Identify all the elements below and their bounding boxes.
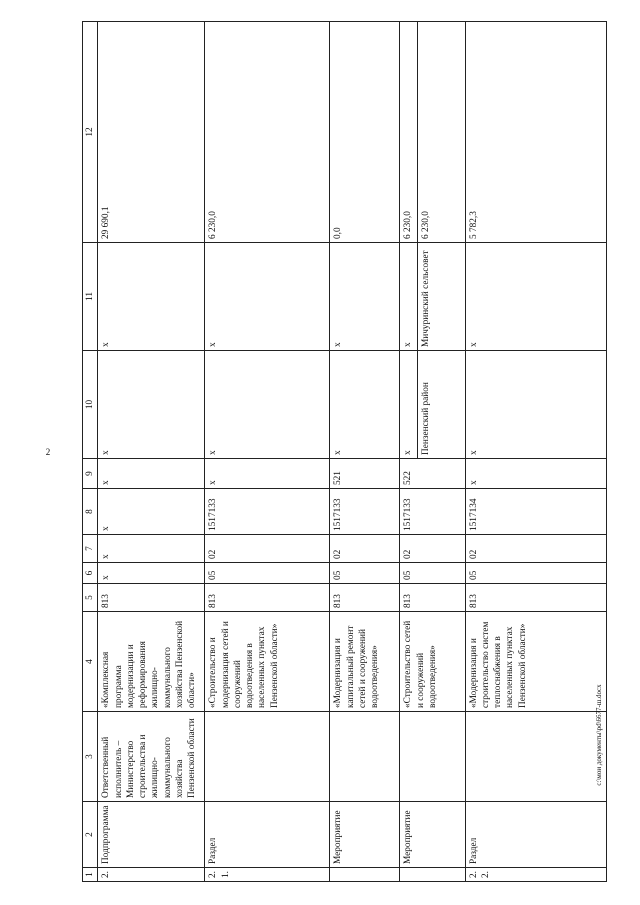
- cell-col11: x: [330, 243, 400, 351]
- cell-col8: 1517133: [330, 489, 400, 535]
- budget-table: [82, 21, 607, 882]
- row-name: «Строительство сетей и сооружений водоотведения»: [400, 612, 465, 712]
- cell-col5: 813: [400, 584, 465, 612]
- cell-col5: 813: [205, 584, 330, 612]
- column-header: 12: [83, 22, 98, 243]
- page-number: 2: [45, 447, 51, 457]
- cell-col10: x: [465, 351, 606, 459]
- cell-col7: 02: [330, 535, 400, 563]
- table-row: [98, 22, 205, 882]
- table-row: [205, 22, 330, 882]
- row-type: Раздел: [205, 802, 330, 868]
- row-number: 2.2.: [465, 868, 606, 882]
- cell-col8: 1517134: [465, 489, 606, 535]
- row-number: [400, 868, 465, 882]
- cell-col10: x: [330, 351, 400, 459]
- column-header: 7: [83, 535, 98, 563]
- cell-col10: x: [400, 351, 417, 459]
- row-type: Мероприятие: [330, 802, 400, 868]
- cell-amount: 29 690,1: [98, 22, 205, 243]
- footer-file-path-text: c:\мои документы\pd\6677-ш.docx: [595, 684, 603, 786]
- cell-col5: 813: [465, 584, 606, 612]
- column-header: 6: [83, 563, 98, 584]
- cell-col6: 05: [400, 563, 465, 584]
- row-type: Раздел: [465, 802, 606, 868]
- cell-col7: 02: [205, 535, 330, 563]
- row-type: Подпрограмма: [98, 802, 205, 868]
- cell-col10: x: [98, 351, 205, 459]
- row-number: 2.1.: [205, 868, 330, 882]
- cell-col9: 521: [330, 459, 400, 489]
- cell-col8: x: [98, 489, 205, 535]
- table-row: [400, 22, 417, 882]
- cell-col9: x: [465, 459, 606, 489]
- cell-amount: 6 230,0: [417, 22, 465, 243]
- cell-district: Пензенский район: [417, 351, 465, 459]
- cell-col7: 02: [400, 535, 465, 563]
- cell-col11: x: [205, 243, 330, 351]
- cell-amount: 5 782,3: [465, 22, 606, 243]
- row-executor: [465, 712, 606, 802]
- cell-amount: 6 230,0: [205, 22, 330, 243]
- column-header: 5: [83, 584, 98, 612]
- column-header: 1: [83, 868, 98, 882]
- cell-col7: x: [98, 535, 205, 563]
- row-name: «Модернизация и строительство систем теплоснабжения в населенных пунктах Пензенской области»: [465, 612, 606, 712]
- column-header: 11: [83, 243, 98, 351]
- footer-file-path: [594, 620, 604, 850]
- table-row: [465, 22, 606, 882]
- column-header: 8: [83, 489, 98, 535]
- cell-col9: x: [98, 459, 205, 489]
- cell-col8: 1517133: [205, 489, 330, 535]
- cell-col5: 813: [330, 584, 400, 612]
- cell-col10: x: [205, 351, 330, 459]
- document-table-container: [82, 22, 607, 882]
- column-header: 4: [83, 612, 98, 712]
- row-executor: [400, 712, 465, 802]
- cell-amount: 6 230,0: [400, 22, 417, 243]
- cell-col11: x: [465, 243, 606, 351]
- header-row: [83, 22, 98, 882]
- column-header: 10: [83, 351, 98, 459]
- row-number: 2.: [98, 868, 205, 882]
- column-header: 2: [83, 802, 98, 868]
- row-executor: [205, 712, 330, 802]
- cell-col9: x: [205, 459, 330, 489]
- column-header: 3: [83, 712, 98, 802]
- row-executor: [330, 712, 400, 802]
- cell-col6: 05: [465, 563, 606, 584]
- row-name: «Строительство и модернизация сетей и сооружений водоотведения в населенных пунктах Пензенской области»: [205, 612, 330, 712]
- row-name: «Комплексная программа модернизации и реформирования жилищно-коммунального хозяйства Пензенской области»: [98, 612, 205, 712]
- cell-col11: x: [98, 243, 205, 351]
- cell-col11: x: [400, 243, 417, 351]
- table-row: [330, 22, 400, 882]
- cell-col5: 813: [98, 584, 205, 612]
- row-name: «Модернизация и капитальный ремонт сетей и сооружений водоотведения»: [330, 612, 400, 712]
- cell-amount: 0,0: [330, 22, 400, 243]
- cell-col6: 05: [330, 563, 400, 584]
- column-header: 9: [83, 459, 98, 489]
- cell-col6: x: [98, 563, 205, 584]
- row-number: [330, 868, 400, 882]
- cell-col8: 1517133: [400, 489, 465, 535]
- cell-col6: 05: [205, 563, 330, 584]
- row-executor: Ответственный исполнитель – Министерство строительства и жилищно-коммунального хозяйства Пензенской области: [98, 712, 205, 802]
- cell-col9: 522: [400, 459, 465, 489]
- cell-col7: 02: [465, 535, 606, 563]
- row-type: Мероприятие: [400, 802, 465, 868]
- cell-settlement: Мичуринский сельсовет: [417, 243, 465, 351]
